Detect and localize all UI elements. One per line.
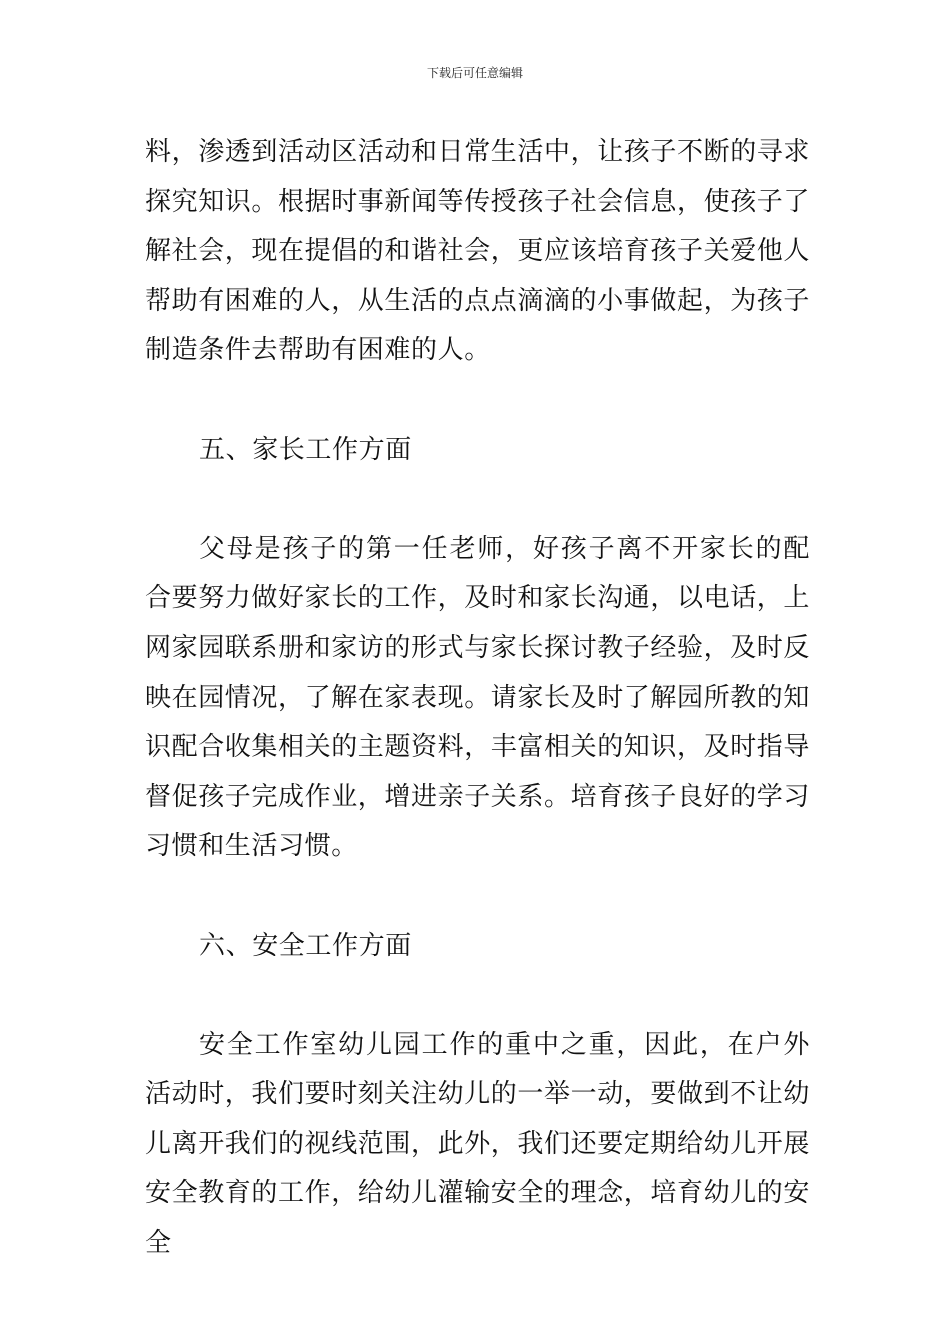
paragraph-gap	[145, 475, 810, 525]
paragraph-parent-work: 父母是孩子的第一任老师，好孩子离不开家长的配合要努力做好家长的工作，及时和家长沟通，以电话，上网家园联系册和家访的形式与家长探讨教子经验，及时反映在园情况，了解在家表现。请家长及时了解园所教的知识配合收集相关的主题资料，丰富相关的知识，及时指导督促孩子完成作业，增进亲子关系。培育孩子良好的学习习惯和生活习惯。	[145, 533, 811, 862]
section-heading-parent-work: 五、家长工作方面	[199, 434, 412, 465]
paragraph-continuation: 料，渗透到活动区活动和日常生活中，让孩子不断的寻求探究知识。根据时事新闻等传授孩子社会信息，使孩子了解社会，现在提倡的和谐社会，更应该培育孩子关爱他人帮助有困难的人，从生活的点点滴滴的小事做起，为孩子制造条件去帮助有困难的人。	[145, 137, 811, 366]
paragraph-safety-work: 安全工作室幼儿园工作的重中之重，因此，在户外活动时，我们要时刻关注幼儿的一举一动，要做到不让幼儿离开我们的视线范围，此外，我们还要定期给幼儿开展安全教育的工作，给幼儿灌输安全的理念，培育幼儿的安全	[145, 1029, 811, 1259]
paragraph-gap	[145, 872, 810, 922]
document-body	[145, 128, 810, 1269]
section-heading-safety-work: 六、安全工作方面	[199, 930, 412, 961]
paragraph-gap	[145, 376, 810, 426]
paragraph-gap	[145, 971, 810, 1021]
header-note: 下载后可任意编辑	[426, 66, 523, 80]
